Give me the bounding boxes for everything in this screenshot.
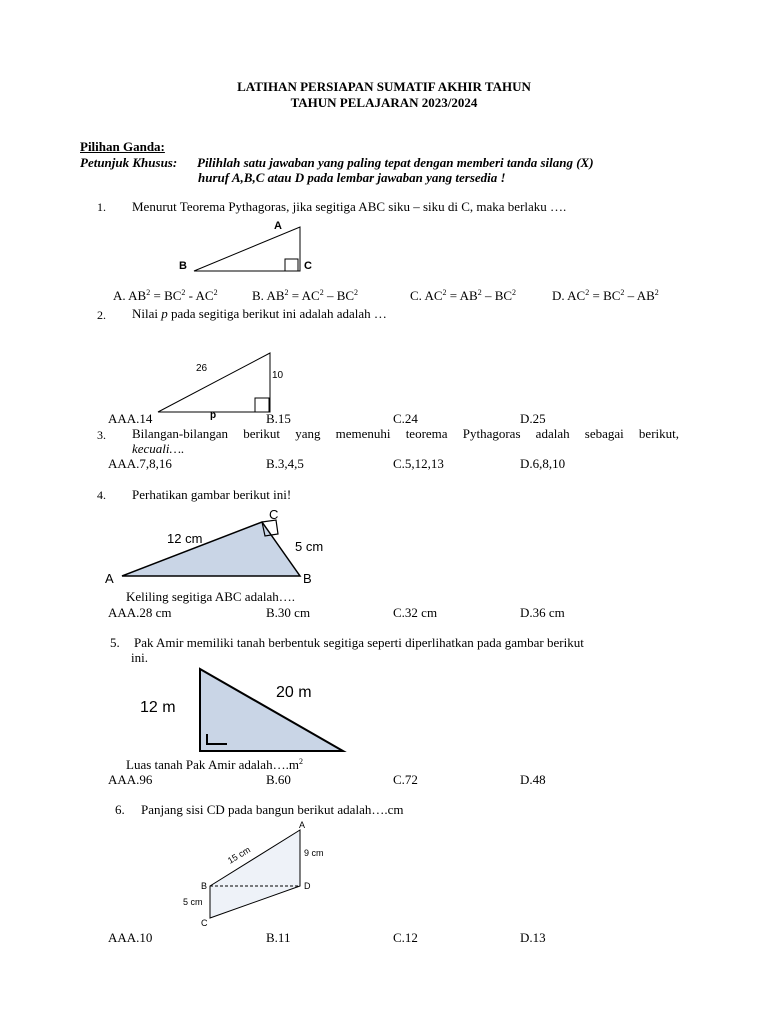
question-1-figure	[170, 215, 330, 280]
document-title: LATIHAN PERSIAPAN SUMATIF AKHIR TAHUN	[237, 79, 531, 94]
side-label-bc: 5 cm	[295, 539, 324, 554]
question-6-number: 6.	[115, 802, 125, 817]
vertex-label-b: B	[201, 881, 208, 891]
question-3-number: 3.	[97, 428, 106, 442]
hypotenuse-label: 20 m	[276, 684, 312, 701]
section-label: Pilihan Ganda:	[80, 139, 165, 154]
vertex-label-d: D	[304, 881, 311, 891]
question-6-text: Panjang sisi CD pada bangun berikut adalah….cm	[141, 802, 404, 817]
question-1-number: 1.	[97, 200, 106, 214]
question-1-option-a[interactable]: A. $AB^2 = BC^2 - AC^2$	[113, 288, 218, 303]
question-4-text: Perhatikan gambar berikut ini!	[132, 487, 292, 502]
vertex-label-c: C	[269, 507, 279, 522]
vertex-label-c: C	[201, 918, 208, 928]
question-5-text-line-2: ini.	[131, 650, 148, 665]
vertex-label-a: A	[274, 220, 282, 232]
question-1-text: Menurut Teorema Pythagoras, jika segitiga ABC siku – siku di C, maka berlaku ….	[132, 199, 567, 214]
question-4-option-a[interactable]: AAA.28 cm	[108, 605, 172, 620]
question-3-option-d[interactable]: D.6,8,10	[520, 456, 566, 471]
question-4-subtext: Keliling segitiga ABC adalah….	[126, 589, 295, 604]
side-label-ad: 9 cm	[304, 848, 324, 858]
question-6-option-b[interactable]: B.11	[266, 930, 291, 945]
document-subtitle: TAHUN PELAJARAN 2023/2024	[290, 95, 478, 110]
right-triangle	[200, 669, 343, 751]
question-4-number: 4.	[97, 488, 106, 502]
side-label-ab: 15 cm	[225, 844, 253, 866]
question-1-option-c[interactable]: C. $AC^2 = AB^2 - BC^2$	[410, 288, 517, 303]
question-2-option-b[interactable]: B.15	[266, 411, 291, 426]
question-6-figure	[180, 818, 340, 928]
instructions-line-1: Pilihlah satu jawaban yang paling tepat dengan memberi tanda silang (X)	[197, 155, 594, 170]
question-3-text-line-2: kecuali….	[132, 441, 185, 456]
side-label: 12 m	[140, 699, 176, 716]
vertex-label-c: C	[304, 260, 312, 272]
question-5-text: Pak Amir memiliki tanah berbentuk segitiga seperti diperlihatkan pada gambar berikut	[134, 635, 584, 650]
question-3-option-c[interactable]: C.5,12,13	[393, 456, 444, 471]
question-2-option-a[interactable]: AAA.14	[108, 411, 153, 426]
question-1-option-b[interactable]: B. $AB^2 = AC^2 - BC^2$	[252, 288, 359, 303]
question-2-option-c[interactable]: C.24	[393, 411, 418, 426]
question-1-option-d[interactable]: D. $AC^2 = BC^2 - AB^2$	[552, 288, 659, 303]
question-4-option-c[interactable]: C.32 cm	[393, 605, 438, 620]
question-2-option-d[interactable]: D.25	[520, 411, 546, 426]
question-3-text: Bilangan-bilangan berikut yang memenuhi teorema Pythagoras adalah sebagai berikut,	[132, 426, 679, 441]
side-label-ac: 12 cm	[167, 531, 203, 546]
instructions-line-2: huruf A,B,C atau D pada lembar jawaban yang tersedia !	[198, 170, 506, 185]
right-triangle	[122, 522, 300, 576]
question-3-option-b[interactable]: B.3,4,5	[266, 456, 304, 471]
question-4-option-b[interactable]: B.30 cm	[266, 605, 311, 620]
vertex-label-b: B	[179, 260, 187, 272]
instructions-label: Petunjuk Khusus:	[80, 155, 178, 170]
question-5-option-a[interactable]: AAA.96	[108, 772, 153, 787]
vertex-label-a: A	[299, 820, 306, 830]
question-5-option-d[interactable]: D.48	[520, 772, 546, 787]
question-4-option-d[interactable]: D.36 cm	[520, 605, 565, 620]
hypotenuse-label: 26	[196, 363, 208, 374]
base-label: p	[210, 410, 217, 421]
right-triangle	[194, 227, 300, 271]
side-label-bc: 5 cm	[183, 897, 203, 907]
vertex-label-a: A	[105, 571, 114, 586]
question-3-option-a[interactable]: AAA.7,8,16	[108, 456, 172, 471]
question-2-text: Nilai p pada segitiga berikut ini adalah adalah …	[132, 306, 387, 321]
question-6-option-a[interactable]: AAA.10	[108, 930, 153, 945]
quadrilateral-shape	[210, 830, 300, 918]
question-6-option-d[interactable]: D.13	[520, 930, 546, 945]
right-triangle	[158, 353, 270, 412]
question-5-option-b[interactable]: B.60	[266, 772, 291, 787]
question-5-number: 5.	[110, 635, 120, 650]
question-5-figure	[130, 665, 360, 760]
question-4-figure	[100, 505, 340, 590]
vertex-label-b: B	[303, 571, 312, 586]
question-5-subtext: Luas tanah Pak Amir $adalah\dots.m^2$	[126, 757, 303, 772]
question-6-option-c[interactable]: C.12	[393, 930, 418, 945]
question-2-number: 2.	[97, 308, 106, 322]
question-5-option-c[interactable]: C.72	[393, 772, 418, 787]
side-label: 10	[272, 370, 284, 381]
